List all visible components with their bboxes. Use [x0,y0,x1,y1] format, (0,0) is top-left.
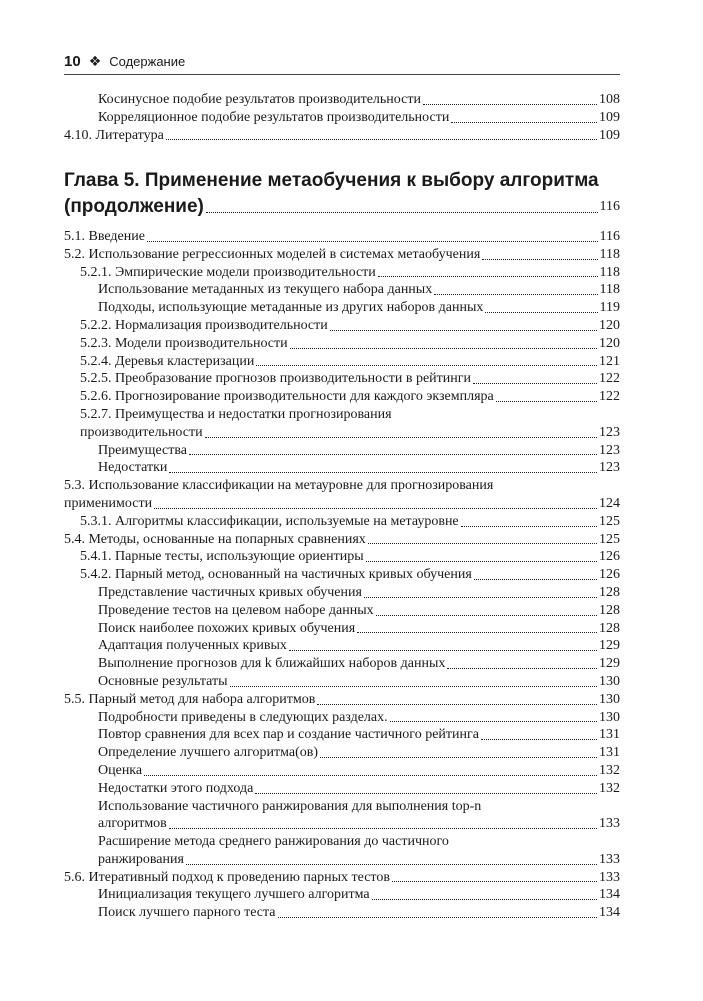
toc-entry-title: 5.2.6. Прогнозирование производительности для каждого экземпляра [80,389,494,405]
toc-page-number: 132 [599,780,620,796]
toc-entry [64,477,620,513]
chapter-title-line2-entry [64,194,620,220]
toc-page-number: 116 [599,229,620,244]
toc-entry-line [98,109,620,127]
toc-entry-title: 5.3.1. Алгоритмы классификации, используемые на метауровне [80,513,459,529]
toc-entry [64,904,620,922]
dot-leader [256,365,597,366]
toc-entry [64,798,620,834]
toc-entry [64,869,620,887]
toc-entry [64,91,620,109]
toc-entry-line [98,780,620,798]
toc-entry [64,602,620,620]
toc-entry-title: Расширение метода среднего ранжирования до частичного [98,834,449,850]
toc-entry-line [64,228,620,246]
toc-entry [64,299,620,317]
chapter-heading [64,168,620,220]
toc-entry-line [98,851,620,869]
toc-entry [64,442,620,460]
toc-entry-line [98,91,620,109]
toc-entry-line [98,655,620,673]
toc-entry [64,531,620,549]
dot-leader [482,259,597,260]
chapter-title-line2: (продолжение) [64,196,204,217]
toc-entry [64,691,620,709]
dot-leader [166,139,597,140]
toc-entry-title: 5.6. Итеративный подход к проведению парных тестов [64,869,390,885]
toc-page-number: 123 [599,442,620,458]
toc-entry [64,281,620,299]
toc-entry-title: Косинусное подобие результатов производительности [98,92,421,107]
toc-entry-title: 5.2.4. Деревья кластеризации [80,353,255,369]
toc-page-number: 133 [599,869,620,885]
toc-entry-title: 5.2.3. Модели производительности [80,335,288,351]
dot-leader [186,864,597,865]
toc-entry-title: 5.4.2. Парный метод, основанный на частичных кривых обучения [80,567,472,583]
toc-page-number: 121 [599,353,620,369]
dot-leader [423,104,597,105]
running-header [64,50,620,72]
toc-entry-line [64,531,620,549]
toc-page-number: 118 [599,264,620,280]
toc-entry-line [98,709,620,727]
toc-entry-line [80,264,620,282]
toc-entry-line [98,886,620,904]
toc-entry-line [64,691,620,709]
dot-leader [144,775,597,776]
dot-leader [376,615,597,616]
toc-entry-line [80,335,620,353]
toc-entry [64,335,620,353]
toc-page-number: 109 [599,109,620,125]
dot-leader [255,793,597,794]
toc-entry-line [64,869,620,887]
dot-leader [390,721,597,722]
toc-entry-line [80,388,620,406]
toc-entry-title: Представление частичных кривых обучения [98,584,362,600]
toc-page-number: 122 [599,389,620,405]
header-rule [64,74,620,75]
dot-leader [230,686,597,687]
toc-entry [64,370,620,388]
toc-entry-title: Использование частичного ранжирования для выполнения top-n [98,798,482,814]
toc-entry [64,513,620,531]
dot-leader [461,526,597,527]
toc-entry-line [98,904,620,922]
toc-entry [64,548,620,566]
toc-entry-title: Подходы, использующие метаданные из других наборов данных [98,300,484,316]
toc-entry-title: Подробности приведены в следующих разделах. [98,709,388,725]
toc-entry-title: 5.2.1. Эмпирические модели производительности [80,264,376,280]
toc-entry-title: Основные результаты [98,673,228,689]
dot-leader [147,241,598,242]
toc-entry [64,353,620,371]
toc-entry [64,246,620,264]
toc-page-number: 133 [599,851,620,867]
toc-entry [64,709,620,727]
toc-entry-title: 5.4. Методы, основанные на попарных сравнениях [64,531,366,547]
toc-entry-line [98,815,620,833]
toc-continued-list [64,91,620,144]
toc-entry [64,109,620,127]
toc-list [64,228,620,922]
toc-entry-line [80,353,620,371]
toc-page-number: 118 [599,246,620,262]
dot-leader [496,401,597,402]
dot-leader [473,383,597,384]
running-header-title: Содержание [109,53,186,69]
toc-entry-title: Поиск лучшего парного теста [98,905,276,921]
toc-page-number: 120 [599,335,620,351]
toc-page-number: 130 [599,709,620,725]
toc-entry [64,566,620,584]
toc-entry-line [98,281,620,299]
toc-entry-title: Поиск наиболее похожих кривых обучения [98,620,356,636]
toc-entry-line [80,566,620,584]
toc-entry-title: Повтор сравнения для всех пар и создание частичного рейтинга [98,727,479,743]
toc-page-number: 128 [599,584,620,600]
toc-entry-title: Преимущества [98,442,187,458]
toc-page-number: 129 [599,656,620,672]
toc-entry [64,886,620,904]
toc-entry [64,637,620,655]
dot-leader [205,437,597,438]
dot-leader [447,668,597,669]
toc-entry [64,388,620,406]
toc-entry [64,655,620,673]
toc-entry [64,780,620,798]
toc-page-number: 130 [599,691,620,707]
toc-page-number: 128 [599,620,620,636]
toc-entry-title: 5.4.1. Парные тесты, использующие ориентиры [80,549,364,565]
toc-entry-title-continued: производительности [80,424,203,440]
toc-entry-title: 5.1. Введение [64,229,145,244]
dot-leader [372,899,597,900]
toc-entry-line [98,442,620,460]
toc-page-number: 128 [599,602,620,618]
toc-page-number: 109 [599,127,620,143]
toc-entry-line [80,548,620,566]
chapter-page-number: 116 [599,199,620,214]
toc-entry-title: Определение лучшего алгоритма(ов) [98,745,319,761]
toc-entry-title-continued: ранжирования [98,851,184,867]
toc-entry-title: Оценка [98,762,143,778]
toc-entry-line [98,620,620,638]
toc-entry-title: Недостатки этого подхода [98,780,254,796]
dot-leader [206,212,598,213]
dot-leader [451,122,597,123]
toc-entry-line [80,317,620,335]
toc-page-number: 120 [599,317,620,333]
toc-entry [64,744,620,762]
dot-leader [434,294,597,295]
dot-leader [481,739,597,740]
toc-entry-title: 5.2.7. Преимущества и недостатки прогнозирования [80,406,392,422]
toc-page-number: 118 [599,282,620,298]
dot-leader [320,757,597,758]
toc-entry-title: Выполнение прогнозов для k ближайших наборов данных [98,656,446,672]
dot-leader [169,472,597,473]
dot-leader [290,348,597,349]
toc-entry [64,127,620,145]
toc-entry-title: Проведение тестов на целевом наборе данных [98,602,374,618]
dot-leader [169,828,597,829]
toc-entry-line [80,424,620,442]
toc-entry [64,317,620,335]
dot-leader [378,276,598,277]
dot-leader [330,330,597,331]
page-number: 10 [64,52,81,70]
toc-entry [64,459,620,477]
toc-entry-line [80,370,620,388]
toc-entry [64,620,620,638]
toc-entry-line [98,744,620,762]
diamond-ornament-icon: ❖ [88,52,102,69]
dot-leader [289,650,597,651]
toc-page-number: 125 [599,531,620,547]
toc-entry-line [98,602,620,620]
toc-entry [64,673,620,691]
toc-entry-title: 4.10. Литература [64,127,164,143]
toc-entry-line [98,459,620,477]
toc-page-number: 126 [599,567,620,583]
dot-leader [189,454,597,455]
toc-page-number: 134 [599,905,620,921]
toc-page-number: 132 [599,762,620,778]
toc-entry-line [64,246,620,264]
toc-entry [64,228,620,246]
toc-entry [64,406,620,442]
dot-leader [357,632,597,633]
toc-page-number: 122 [599,371,620,387]
toc-entry-title: Использование метаданных из текущего набора данных [98,282,433,298]
toc-page-number: 133 [599,816,620,832]
toc-page-number: 119 [599,300,620,316]
toc-entry-title: 5.2.5. Преобразование прогнозов производительности в рейтинги [80,371,471,387]
dot-leader [474,579,597,580]
dot-leader [392,881,597,882]
dot-leader [485,312,597,313]
toc-entry-title: 5.2.2. Нормализация производительности [80,317,328,333]
dot-leader [154,508,597,509]
toc-page-number: 123 [599,424,620,440]
toc-entry-title: 5.2. Использование регрессионных моделей в системах метаобучения [64,246,481,262]
dot-leader [366,561,597,562]
chapter-title-line1: Глава 5. Применение метаобучения к выбору алгоритма [64,170,599,191]
toc-entry-line [98,762,620,780]
toc-entry-line [64,127,620,145]
toc-entry-title-continued: применимости [64,495,153,511]
toc-entry-line [80,513,620,531]
toc-entry-title-continued: алгоритмов [98,816,167,832]
toc-entry-title: 5.5. Парный метод для набора алгоритмов [64,691,316,707]
toc-page-number: 130 [599,673,620,689]
toc-entry-title: 5.3. Использование классификации на метауровне для прогнозирования [64,478,494,494]
toc-page-number: 134 [599,887,620,903]
dot-leader [364,597,597,598]
toc-entry [64,264,620,282]
toc-entry-title: Корреляционное подобие результатов производительности [98,109,450,125]
toc-entry-line [98,673,620,691]
toc-entry-title: Недостатки [98,460,168,476]
dot-leader [278,917,597,918]
dot-leader [368,543,597,544]
toc-entry [64,833,620,869]
toc-entry-line [64,495,620,513]
toc-page-number: 131 [599,727,620,743]
toc-entry-line [98,726,620,744]
dot-leader [317,704,597,705]
toc-entry-line [98,584,620,602]
toc-entry-line [98,637,620,655]
toc-entry-title: Адаптация полученных кривых [98,638,287,654]
toc-entry-line [98,299,620,317]
toc-page-number: 129 [599,638,620,654]
toc-entry [64,726,620,744]
toc-entry-title: Инициализация текущего лучшего алгоритма [98,887,370,903]
toc-page-number: 126 [599,549,620,565]
toc-page-number: 108 [599,92,620,107]
toc-page-number: 123 [599,460,620,476]
toc-page-number: 125 [599,513,620,529]
toc-entry [64,762,620,780]
toc-entry [64,584,620,602]
toc-page-number: 124 [599,495,620,511]
toc-page-number: 131 [599,745,620,761]
